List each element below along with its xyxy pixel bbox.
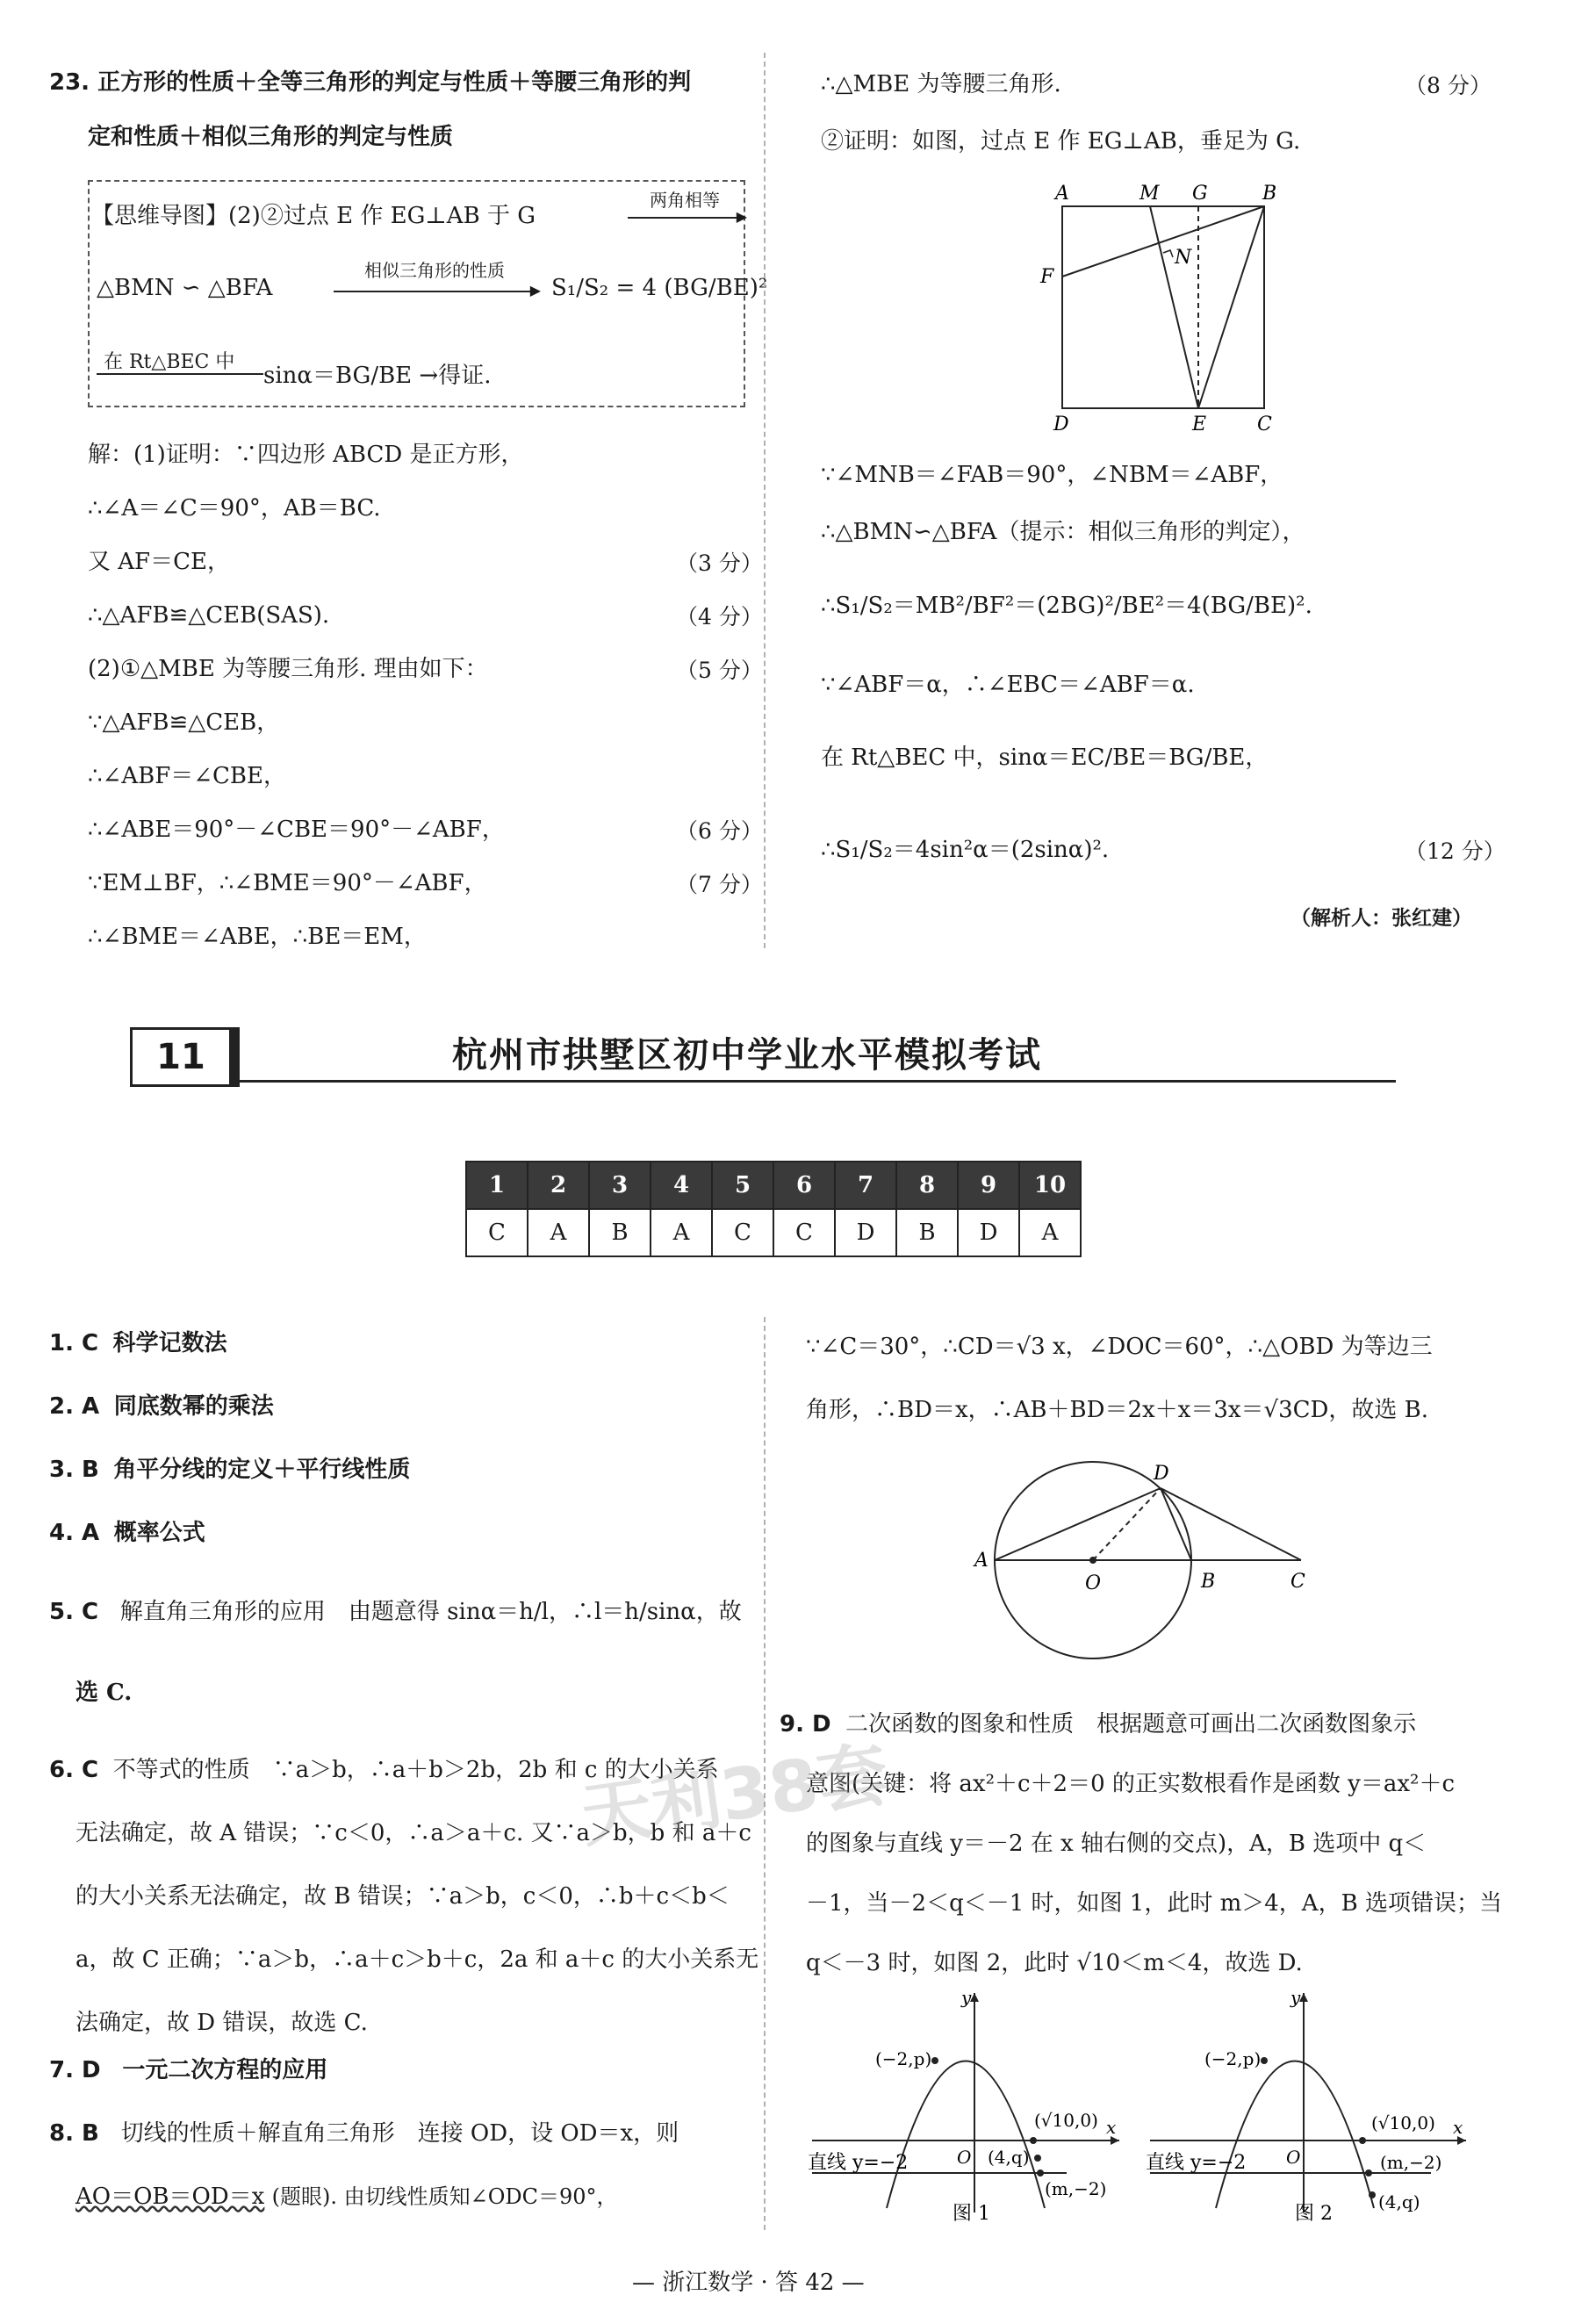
answer-table-header-cell: 10 <box>1019 1162 1081 1209</box>
answer-table-answer-cell: C <box>466 1209 528 1256</box>
mind-arrow1: 两角相等 ▶ <box>628 186 742 219</box>
q23-solution-line: ∴∠ABF＝∠CBE， <box>88 763 287 789</box>
answer-table-header-cell: 4 <box>651 1162 712 1209</box>
q9-line: 的图象与直线 y＝－2 在 x 轴右侧的交点)，A，B 选项中 q＜ <box>806 1831 1427 1857</box>
graph2-y-label: y <box>1290 1987 1301 2008</box>
parabola-graph-1 <box>803 1984 1128 2221</box>
graph2-origin: O <box>1286 2147 1301 2168</box>
short-answer-item <box>49 1517 205 1549</box>
q23-right-line: 在 Rt△BEC 中，sinα＝EC/BE＝BG/BE， <box>821 745 1269 771</box>
q6-number: 6. C <box>49 1757 99 1783</box>
q23-right-line: ∵∠ABF＝α，∴∠EBC＝∠ABF＝α. <box>821 672 1195 698</box>
answer-table-header-cell: 8 <box>896 1162 958 1209</box>
q5-line2: 选 C. <box>75 1680 133 1706</box>
q23-author: （解析人：张红建） <box>1290 906 1472 930</box>
graph2-line-label: 直线 y=−2 <box>1146 2152 1247 2174</box>
answer-table-header-cell: 7 <box>835 1162 896 1209</box>
q23-number: 23. <box>49 69 90 96</box>
circle-label-A: A <box>974 1550 989 1572</box>
item-topic: 同底数幂的乘法 <box>113 1393 274 1420</box>
q23-solution-line: 解：(1)证明：∵四边形 ABCD 是正方形， <box>88 442 524 468</box>
q23-solution-line: ∴∠A＝∠C＝90°，AB＝BC. <box>88 495 381 522</box>
q23-right-line: ∵∠MNB＝∠FAB＝90°，∠NBM＝∠ABF， <box>821 462 1283 488</box>
watermark: 天利38套 <box>576 1732 894 1857</box>
q23-score: （7 分） <box>676 872 763 897</box>
q9-line: 意图(关键：将 ax²＋c＋2＝0 的正实数根看作是函数 y＝ax²＋c <box>806 1771 1456 1797</box>
answer-table-answer-cell: C <box>712 1209 773 1256</box>
circle-label-O: O <box>1085 1572 1102 1594</box>
item-number: 1. C <box>49 1330 99 1356</box>
q23-score: （8 分） <box>1405 73 1492 98</box>
q23-right-line: ∴△BMN∽△BFA（提示：相似三角形的判定）， <box>821 519 1305 545</box>
graph1-point-p: (−2,p) <box>875 2048 932 2069</box>
item-topic: 概率公式 <box>113 1520 205 1546</box>
fig-label-F: F <box>1040 266 1054 288</box>
graph1-origin: O <box>957 2147 972 2168</box>
graph1-x-label: x <box>1106 2117 1117 2138</box>
circle-label-C: C <box>1290 1571 1305 1593</box>
q23-score: （5 分） <box>676 658 763 683</box>
answer-table-answer-cell: A <box>528 1209 589 1256</box>
answer-table-answer-cell: A <box>1019 1209 1081 1256</box>
fig-label-D: D <box>1053 414 1069 435</box>
q5-text1: 解直角三角形的应用 由题意得 sinα＝h/l，∴l＝h/sinα，故 <box>119 1599 742 1625</box>
mind-map-line1: 【思维导图】(2)②过点 E 作 EG⊥AB 于 G <box>91 203 536 229</box>
q8-right-line1: ∵∠C＝30°，∴CD＝√3 x，∠DOC＝60°，∴△OBD 为等边三 <box>806 1334 1433 1360</box>
section-number: 11 <box>156 1037 205 1077</box>
q9-line: q＜－3 时，如图 2，此时 √10＜m＜4，故选 D. <box>806 1950 1303 1976</box>
mind-map-line2a: △BMN ∽ △BFA <box>97 275 273 301</box>
q23-solution-line: ∴∠ABE＝90°－∠CBE＝90°－∠ABF， <box>88 817 505 843</box>
graph2-point-q: (4,q) <box>1378 2191 1420 2212</box>
graph1-y-label: y <box>961 1987 972 2008</box>
graph2-point-p: (−2,p) <box>1204 2048 1262 2069</box>
square-figure <box>1027 180 1290 443</box>
q23-solution-line: ∴∠BME＝∠ABE，∴BE＝EM， <box>88 924 427 950</box>
answer-table-header-cell: 3 <box>589 1162 651 1209</box>
fig-label-A: A <box>1055 183 1069 205</box>
section-number-box <box>130 1027 240 1087</box>
graph1-caption: 图 1 <box>953 2203 990 2221</box>
page-footer: — 浙江数学 · 答 42 — <box>632 2270 865 2296</box>
q8-key-phrase: AO＝OB＝OD＝x <box>75 2184 265 2210</box>
graph2-caption: 图 2 <box>1295 2203 1333 2221</box>
item-number: 2. A <box>49 1393 100 1420</box>
item-topic: 角平分线的定义＋平行线性质 <box>113 1457 411 1483</box>
short-answer-item <box>49 1454 410 1486</box>
item-number: 4. A <box>49 1520 100 1546</box>
answer-table-header-cell: 1 <box>466 1162 528 1209</box>
mind-map-line3b: sinα＝BG/BE →得证. <box>263 363 492 389</box>
q6-line: a，故 C 正确；∵a＞b，∴a＋c＞b＋c，2a 和 a＋c 的大小关系无 <box>75 1946 759 1973</box>
q23-solution-line: ∴△AFB≌△CEB(SAS). <box>88 602 330 629</box>
q23-score: （12 分） <box>1405 838 1506 864</box>
q9-number: 9. D <box>780 1711 831 1738</box>
fig-label-G: G <box>1192 183 1208 205</box>
q6-line: 无法确定，故 A 错误；∵c＜0，∴a＞a＋c. 又∵a＞b，b 和 a＋c <box>75 1820 751 1846</box>
q7-number: 7. D <box>49 2057 101 2083</box>
item-number: 3. B <box>49 1457 99 1483</box>
parabola-graph-2 <box>1141 1984 1475 2221</box>
graph2-x-label: x <box>1453 2117 1463 2138</box>
q8-line2 <box>75 2181 618 2212</box>
q8-text1: 切线的性质＋解直角三角形 连接 OD，设 OD＝x，则 <box>120 2120 679 2147</box>
q23-solution-line: ∵EM⊥BF，∴∠BME＝90°－∠ABF， <box>88 870 487 896</box>
circle-figure <box>966 1449 1334 1677</box>
answer-table-header-cell: 2 <box>528 1162 589 1209</box>
mind-arrow3 <box>97 373 263 375</box>
fig-label-N: N <box>1175 247 1192 269</box>
q9-line: －1，当－2＜q＜－1 时，如图 1，此时 m＞4，A，B 选项错误；当 <box>806 1890 1502 1917</box>
q7-text: 一元二次方程的应用 <box>122 2057 328 2083</box>
q23-right-line: ②证明：如图，过点 E 作 EG⊥AB，垂足为 G. <box>821 128 1301 155</box>
fig-label-E: E <box>1192 414 1207 435</box>
column-divider-top <box>764 53 766 948</box>
q5-line1 <box>49 1596 742 1628</box>
circle-label-B: B <box>1201 1571 1216 1593</box>
q8-number: 8. B <box>49 2120 99 2147</box>
fig-label-B: B <box>1262 183 1277 205</box>
q23-score: （6 分） <box>676 818 763 844</box>
graph1-point-m: (m,−2) <box>1045 2178 1107 2199</box>
q8-line1 <box>49 2118 679 2149</box>
item-topic: 科学记数法 <box>112 1330 227 1356</box>
q23-solution-line: 又 AF＝CE， <box>88 549 230 575</box>
q6-text: 不等式的性质 ∵a＞b，∴a＋b＞2b，2b 和 c 的大小关系 <box>112 1757 719 1783</box>
answer-table-answer-row <box>466 1209 1081 1256</box>
answer-table-header-cell: 6 <box>773 1162 835 1209</box>
circle-label-D: D <box>1154 1463 1169 1485</box>
q23-score: （3 分） <box>676 550 763 576</box>
q23-right-line: ∴S₁/S₂＝4sin²α＝(2sinα)². <box>821 837 1110 863</box>
graph1-point-sqrt10: (√10,0) <box>1034 2110 1098 2131</box>
mind-arrow2-label: 相似三角形的性质 <box>364 260 505 281</box>
fig-label-M: M <box>1139 183 1160 205</box>
q7-line <box>49 2054 327 2086</box>
q8-text2: (题眼). 由切线性质知∠ODC＝90°， <box>271 2184 618 2209</box>
mind-map-line3a: 在 Rt△BEC 中 <box>104 351 235 373</box>
mind-arrow1-label: 两角相等 <box>650 190 720 211</box>
answer-table-header-cell: 5 <box>712 1162 773 1209</box>
answer-table-header-row <box>466 1162 1081 1209</box>
q23-score: （4 分） <box>676 604 763 630</box>
q9-text: 二次函数的图象和性质 根据题意可画出二次函数图象示 <box>845 1711 1417 1738</box>
q5-number: 5. C <box>49 1599 99 1625</box>
answer-table-answer-cell: C <box>773 1209 835 1256</box>
answer-table-answer-cell: B <box>589 1209 651 1256</box>
fig-label-C: C <box>1257 414 1272 435</box>
q8-right-line2: 角形，∴BD＝x，∴AB＋BD＝2x＋x＝3x＝√3CD，故选 B. <box>806 1397 1429 1423</box>
graph1-line-label: 直线 y=−2 <box>808 2152 909 2174</box>
q23-solution-line: (2)①△MBE 为等腰三角形. 理由如下： <box>88 656 488 682</box>
graph2-point-sqrt10: (√10,0) <box>1371 2112 1435 2133</box>
answer-table-header-cell: 9 <box>958 1162 1019 1209</box>
q23-heading-line2: 定和性质＋相似三角形的判定与性质 <box>88 124 454 150</box>
answer-table-answer-cell: D <box>958 1209 1019 1256</box>
section-title-rule <box>237 1080 1396 1083</box>
short-answer-item <box>49 1327 227 1359</box>
q23-solution-line: ∵△AFB≌△CEB， <box>88 709 280 736</box>
q6-line: 的大小关系无法确定，故 B 错误；∵a＞b，c＜0，∴b＋c＜b＜ <box>75 1883 730 1910</box>
answer-table-answer-cell: D <box>835 1209 896 1256</box>
q23-right-line: ∴△MBE 为等腰三角形. <box>821 71 1061 97</box>
mind-arrow2: 相似三角形的性质 ▶ <box>334 256 536 292</box>
section-title: 杭州市拱墅区初中学业水平模拟考试 <box>452 1034 1042 1076</box>
q23-heading-line1 <box>49 67 691 98</box>
q6-line: 法确定，故 D 错误，故选 C. <box>75 2010 368 2036</box>
q23-heading-text1: 正方形的性质＋全等三角形的判定与性质＋等腰三角形的判 <box>97 69 692 96</box>
graph2-point-m: (m,−2) <box>1380 2152 1442 2173</box>
answer-table <box>465 1161 1082 1257</box>
answer-table-answer-cell: A <box>651 1209 712 1256</box>
mind-map-line2b: S₁/S₂ = 4 (BG/BE)² <box>551 275 768 301</box>
short-answer-item <box>49 1391 274 1422</box>
q23-right-line: ∴S₁/S₂＝MB²/BF²＝(2BG)²/BE²＝4(BG/BE)². <box>821 593 1312 619</box>
answer-table-answer-cell: B <box>896 1209 958 1256</box>
graph1-point-q: (4,q) <box>988 2147 1030 2168</box>
